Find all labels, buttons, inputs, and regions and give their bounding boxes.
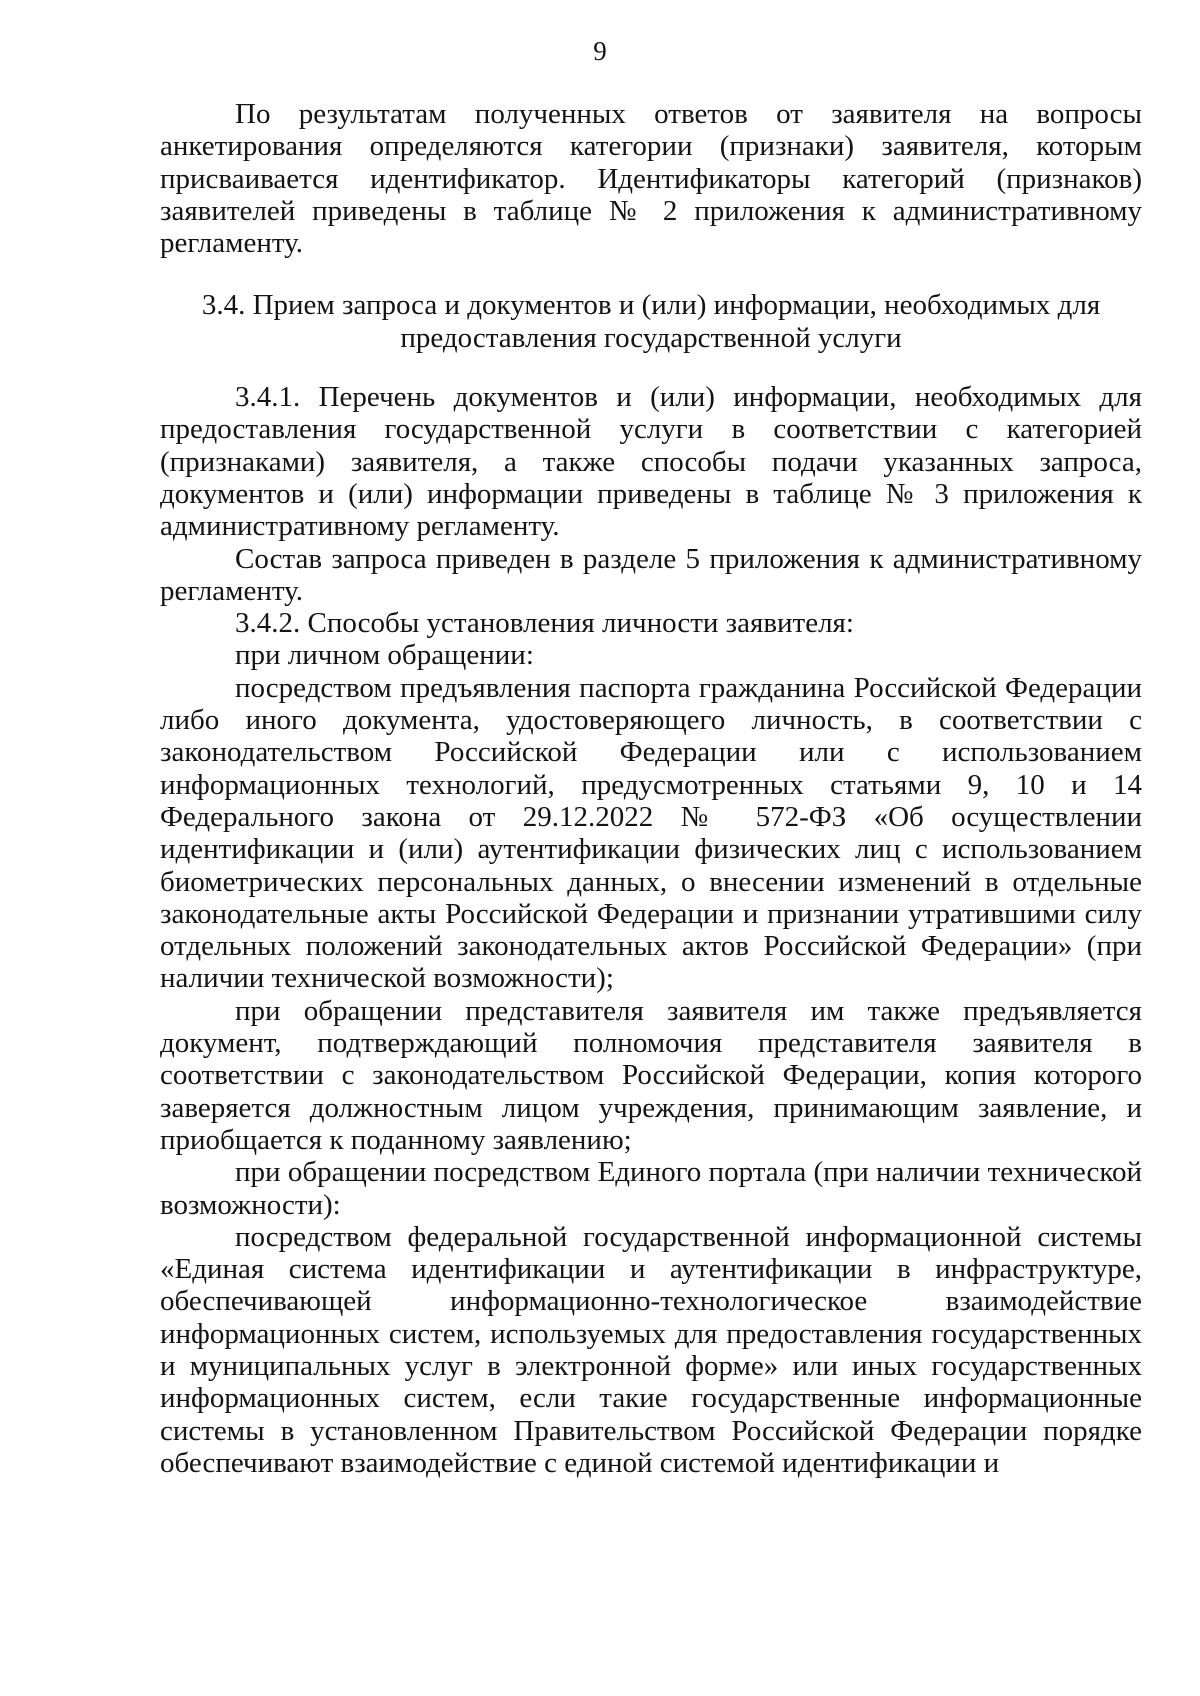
- page-number: 9: [593, 36, 607, 66]
- paragraph-unified-portal: при обращении посредством Единого портала (при наличии технической возможности):: [160, 1156, 1142, 1221]
- section-heading-3-4: 3.4. Прием запроса и документов и (или) информации, необходимых для предоставления государственной услуги: [201, 289, 1101, 354]
- paragraph-esia: посредством федеральной государственной информационной системы «Единая система идентификации и аутентификации в инфраструктуре, обеспечивающей информационно-технологическое взаимодействие информационных систем, используемых для предоставления государственных и муниципальных услуг в электронной форме» или иных государственных информационных систем, если такие государственные информационные системы в установленном Правительством Российской Федерации порядке обеспечивают взаимодействие с единой системой идентификации и: [160, 1220, 1142, 1479]
- paragraph-request-composition: Состав запроса приведен в разделе 5 приложения к административному регламенту.: [160, 542, 1142, 607]
- paragraph-3-4-1: 3.4.1. Перечень документов и (или) информации, необходимых для предоставления государственной услуги в соответствии с категорией (признаками) заявителя, а также способы подачи указанных запроса, документов и (или) информации приведены в таблице № 3 приложения к административному регламенту.: [160, 381, 1142, 543]
- paragraph-passport: посредством предъявления паспорта гражданина Российской Федерации либо иного документа, удостоверяющего личность, в соответствии с законодательством Российской Федерации или с использованием информационных технологий, предусмотренных статьями 9, 10 и 14 Федерального закона от 29.12.2022 № 572-ФЗ «Об осуществлении идентификации и (или) аутентификации физических лиц с использованием биометрических персональных данных, о внесении изменений в отдельные законодательные акты Российской Федерации и признании утратившими силу отдельных положений законодательных актов Российской Федерации» (при наличии технической возможности);: [160, 671, 1142, 995]
- paragraph-representative: при обращении представителя заявителя им также предъявляется документ, подтверждающий полномочия представителя заявителя в соответствии с законодательством Российской Федерации, копия которого заверяется должностным лицом учреждения, принимающим заявление, и приобщается к поданному заявлению;: [160, 994, 1142, 1156]
- paragraph-personal-visit: при личном обращении:: [235, 639, 534, 672]
- paragraph-3-4-2: 3.4.2. Способы установления личности заявителя:: [235, 607, 854, 640]
- paragraph-questionnaire-results: По результатам полученных ответов от заявителя на вопросы анкетирования определяются категории (признаки) заявителя, которым присваивается идентификатор. Идентификаторы категорий (признаков) заявителей приведены в таблице № 2 приложения к административному регламенту.: [160, 98, 1142, 260]
- document-body: [160, 98, 1142, 1479]
